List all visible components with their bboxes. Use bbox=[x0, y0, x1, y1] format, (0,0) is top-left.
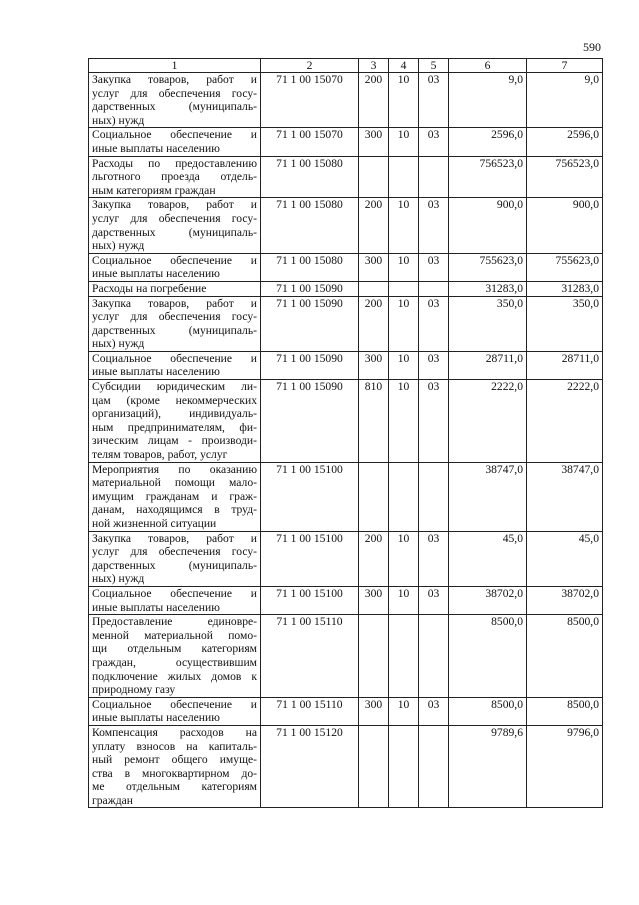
subsection-cell bbox=[419, 615, 449, 698]
section-cell bbox=[389, 725, 419, 808]
target-code-cell: 71 1 00 15120 bbox=[261, 725, 359, 808]
expense-name-line: Субсидии юридическим ли- bbox=[92, 380, 257, 394]
expense-name-cell bbox=[89, 615, 261, 698]
expense-name-line: организаций), индивидуаль- bbox=[92, 407, 257, 421]
expense-name-line: Расходы по предоставлению bbox=[92, 156, 257, 170]
amount-cell: 38702,0 bbox=[449, 586, 527, 614]
target-code-cell: 71 1 00 15090 bbox=[261, 351, 359, 379]
expense-name-line: Социальное обеспечение и bbox=[92, 128, 257, 142]
column-header: 3 bbox=[359, 59, 389, 73]
target-code-cell: 71 1 00 15090 bbox=[261, 296, 359, 351]
expense-name-cell bbox=[89, 156, 261, 198]
expense-name-line: имущим гражданам и граж- bbox=[92, 489, 257, 503]
section-cell: 10 bbox=[389, 198, 419, 253]
section-cell: 10 bbox=[389, 351, 419, 379]
expense-name-line: цам (кроме некоммерческих bbox=[92, 393, 257, 407]
expense-type-cell bbox=[359, 281, 389, 296]
expense-name-line: дарственных (муниципаль- bbox=[92, 558, 257, 572]
expense-name-line: иные выплаты населению bbox=[92, 711, 220, 725]
expense-name-line: ных) нужд bbox=[92, 239, 145, 253]
expense-name-line: иные выплаты населению bbox=[92, 141, 220, 155]
amount-cell: 2222,0 bbox=[527, 380, 603, 463]
expense-name-line: Расходы на погребение bbox=[92, 281, 207, 295]
target-code-cell: 71 1 00 15070 bbox=[261, 73, 359, 128]
section-cell: 10 bbox=[389, 697, 419, 725]
amount-cell: 9789,6 bbox=[449, 725, 527, 808]
expense-type-cell: 300 bbox=[359, 697, 389, 725]
subsection-cell: 03 bbox=[419, 253, 449, 281]
expense-type-cell: 200 bbox=[359, 73, 389, 128]
subsection-cell: 03 bbox=[419, 198, 449, 253]
amount-cell: 8500,0 bbox=[449, 697, 527, 725]
subsection-cell bbox=[419, 156, 449, 198]
column-header: 4 bbox=[389, 59, 419, 73]
subsection-cell: 03 bbox=[419, 351, 449, 379]
subsection-cell bbox=[419, 281, 449, 296]
expense-name-line: льготного проезда отдель- bbox=[92, 170, 257, 184]
section-cell: 10 bbox=[389, 586, 419, 614]
amount-cell: 8500,0 bbox=[449, 615, 527, 698]
column-header: 5 bbox=[419, 59, 449, 73]
target-code-cell: 71 1 00 15110 bbox=[261, 697, 359, 725]
table-row bbox=[89, 296, 603, 351]
expense-name-line: телям товаров, работ, услуг bbox=[92, 448, 228, 462]
subsection-cell: 03 bbox=[419, 380, 449, 463]
subsection-cell: 03 bbox=[419, 128, 449, 156]
table-row bbox=[89, 73, 603, 128]
expense-type-cell bbox=[359, 156, 389, 198]
expense-name-line: Закупка товаров, работ и bbox=[92, 198, 257, 212]
amount-cell: 756523,0 bbox=[449, 156, 527, 198]
expense-name-line: дарственных (муниципаль- bbox=[92, 323, 257, 337]
subsection-cell bbox=[419, 725, 449, 808]
expense-name-line: Предоставление единовре- bbox=[92, 615, 257, 629]
expense-name-line: Мероприятия по оказанию bbox=[92, 462, 257, 476]
expense-name-line: подключение жилых домов к bbox=[92, 669, 257, 683]
section-cell: 10 bbox=[389, 380, 419, 463]
expense-name-cell bbox=[89, 296, 261, 351]
expense-type-cell: 300 bbox=[359, 586, 389, 614]
expense-name-line: граждан bbox=[92, 793, 133, 807]
expense-type-cell bbox=[359, 615, 389, 698]
amount-cell: 28711,0 bbox=[527, 351, 603, 379]
subsection-cell: 03 bbox=[419, 531, 449, 586]
target-code-cell: 71 1 00 15080 bbox=[261, 198, 359, 253]
expense-name-cell bbox=[89, 725, 261, 808]
amount-cell: 38747,0 bbox=[527, 462, 603, 531]
expense-name-line: ных) нужд bbox=[92, 572, 145, 586]
expense-name-line: ных) нужд bbox=[92, 113, 145, 127]
target-code-cell: 71 1 00 15080 bbox=[261, 156, 359, 198]
expense-name-line: ным категориям граждан bbox=[92, 183, 216, 197]
section-cell bbox=[389, 281, 419, 296]
table-row bbox=[89, 281, 603, 296]
expense-name-line: ным предпринимателям, фи- bbox=[92, 420, 257, 434]
expense-name-cell bbox=[89, 253, 261, 281]
expense-name-line: Закупка товаров, работ и bbox=[92, 531, 257, 545]
expense-name-line: услуг для обеспечения госу- bbox=[92, 211, 257, 225]
header-row bbox=[89, 59, 603, 73]
table-row bbox=[89, 586, 603, 614]
expense-name-cell bbox=[89, 531, 261, 586]
amount-cell: 2596,0 bbox=[449, 128, 527, 156]
expense-name-line: Социальное обеспечение и bbox=[92, 586, 257, 600]
expense-name-line: материальной помощи мало- bbox=[92, 476, 257, 490]
expense-name-cell bbox=[89, 380, 261, 463]
amount-cell: 38747,0 bbox=[449, 462, 527, 531]
expense-type-cell: 300 bbox=[359, 253, 389, 281]
expense-name-cell bbox=[89, 351, 261, 379]
expense-name-cell bbox=[89, 697, 261, 725]
expense-name-line: иные выплаты населению bbox=[92, 600, 220, 614]
table-row bbox=[89, 531, 603, 586]
amount-cell: 28711,0 bbox=[449, 351, 527, 379]
amount-cell: 2222,0 bbox=[449, 380, 527, 463]
expense-name-line: ной жизненной ситуации bbox=[92, 517, 217, 530]
expense-name-line: дарственных (муниципаль- bbox=[92, 225, 257, 239]
expense-type-cell: 200 bbox=[359, 531, 389, 586]
target-code-cell: 71 1 00 15100 bbox=[261, 462, 359, 531]
expense-type-cell: 200 bbox=[359, 198, 389, 253]
table-row bbox=[89, 697, 603, 725]
target-code-cell: 71 1 00 15100 bbox=[261, 586, 359, 614]
subsection-cell: 03 bbox=[419, 586, 449, 614]
expense-type-cell: 300 bbox=[359, 351, 389, 379]
section-cell bbox=[389, 462, 419, 531]
expense-name-cell bbox=[89, 462, 261, 531]
expense-name-line: граждан, осуществившим bbox=[92, 655, 257, 669]
amount-cell: 31283,0 bbox=[449, 281, 527, 296]
expense-name-line: Социальное обеспечение и bbox=[92, 351, 257, 365]
subsection-cell: 03 bbox=[419, 296, 449, 351]
table-row bbox=[89, 380, 603, 463]
expense-name-line: ных) нужд bbox=[92, 337, 145, 351]
table-row bbox=[89, 462, 603, 531]
amount-cell: 350,0 bbox=[527, 296, 603, 351]
target-code-cell: 71 1 00 15070 bbox=[261, 128, 359, 156]
expense-name-line: услуг для обеспечения госу- bbox=[92, 310, 257, 324]
column-header: 7 bbox=[527, 59, 603, 73]
expense-name-line: Социальное обеспечение и bbox=[92, 253, 257, 267]
target-code-cell: 71 1 00 15090 bbox=[261, 281, 359, 296]
expense-type-cell: 300 bbox=[359, 128, 389, 156]
amount-cell: 45,0 bbox=[449, 531, 527, 586]
amount-cell: 38702,0 bbox=[527, 586, 603, 614]
expense-name-cell bbox=[89, 73, 261, 128]
table-row bbox=[89, 253, 603, 281]
expense-name-line: иные выплаты населению bbox=[92, 267, 220, 281]
table-row bbox=[89, 128, 603, 156]
amount-cell: 350,0 bbox=[449, 296, 527, 351]
expense-type-cell: 810 bbox=[359, 380, 389, 463]
expense-name-line: Социальное обеспечение и bbox=[92, 697, 257, 711]
expense-name-cell bbox=[89, 586, 261, 614]
section-cell bbox=[389, 615, 419, 698]
amount-cell: 45,0 bbox=[527, 531, 603, 586]
expense-name-line: Закупка товаров, работ и bbox=[92, 296, 257, 310]
expense-name-line: менной материальной помо- bbox=[92, 628, 257, 642]
expense-type-cell bbox=[359, 725, 389, 808]
expense-name-line: дарственных (муниципаль- bbox=[92, 100, 257, 114]
expense-name-cell bbox=[89, 198, 261, 253]
amount-cell: 31283,0 bbox=[527, 281, 603, 296]
target-code-cell: 71 1 00 15100 bbox=[261, 531, 359, 586]
amount-cell: 900,0 bbox=[449, 198, 527, 253]
expense-type-cell bbox=[359, 462, 389, 531]
amount-cell: 9796,0 bbox=[527, 725, 603, 808]
target-code-cell: 71 1 00 15090 bbox=[261, 380, 359, 463]
expense-name-line: щи отдельным категориям bbox=[92, 642, 257, 656]
target-code-cell: 71 1 00 15080 bbox=[261, 253, 359, 281]
section-cell: 10 bbox=[389, 73, 419, 128]
table-row bbox=[89, 351, 603, 379]
amount-cell: 8500,0 bbox=[527, 615, 603, 698]
expense-name-line: Компенсация расходов на bbox=[92, 725, 257, 739]
table-row bbox=[89, 615, 603, 698]
amount-cell: 756523,0 bbox=[527, 156, 603, 198]
expense-name-cell bbox=[89, 281, 261, 296]
target-code-cell: 71 1 00 15110 bbox=[261, 615, 359, 698]
page-number: 590 bbox=[583, 40, 601, 54]
expense-name-line: данам, находящимся в труд- bbox=[92, 503, 257, 517]
budget-table bbox=[88, 58, 603, 808]
section-cell bbox=[389, 156, 419, 198]
amount-cell: 9,0 bbox=[527, 73, 603, 128]
expense-name-line: уплату взносов на капиталь- bbox=[92, 739, 257, 753]
column-header: 1 bbox=[89, 59, 261, 73]
section-cell: 10 bbox=[389, 531, 419, 586]
section-cell: 10 bbox=[389, 296, 419, 351]
amount-cell: 2596,0 bbox=[527, 128, 603, 156]
column-header: 2 bbox=[261, 59, 359, 73]
expense-name-line: ме отдельным категориям bbox=[92, 780, 257, 794]
amount-cell: 755623,0 bbox=[527, 253, 603, 281]
table-row bbox=[89, 725, 603, 808]
amount-cell: 900,0 bbox=[527, 198, 603, 253]
amount-cell: 755623,0 bbox=[449, 253, 527, 281]
subsection-cell: 03 bbox=[419, 73, 449, 128]
expense-name-line: Закупка товаров, работ и bbox=[92, 73, 257, 86]
expense-name-line: услуг для обеспечения госу- bbox=[92, 545, 257, 559]
amount-cell: 8500,0 bbox=[527, 697, 603, 725]
column-header: 6 bbox=[449, 59, 527, 73]
subsection-cell: 03 bbox=[419, 697, 449, 725]
table-row bbox=[89, 156, 603, 198]
subsection-cell bbox=[419, 462, 449, 531]
expense-name-line: иные выплаты населению bbox=[92, 365, 220, 379]
expense-name-line: ства в многоквартирном до- bbox=[92, 766, 257, 780]
expense-type-cell: 200 bbox=[359, 296, 389, 351]
expense-name-line: ный ремонт общего имуще- bbox=[92, 753, 257, 767]
expense-name-line: услуг для обеспечения госу- bbox=[92, 86, 257, 100]
expense-name-line: природному газу bbox=[92, 683, 176, 697]
amount-cell: 9,0 bbox=[449, 73, 527, 128]
section-cell: 10 bbox=[389, 128, 419, 156]
section-cell: 10 bbox=[389, 253, 419, 281]
expense-name-cell bbox=[89, 128, 261, 156]
expense-name-line: зическим лицам - производи- bbox=[92, 434, 257, 448]
table-row bbox=[89, 198, 603, 253]
